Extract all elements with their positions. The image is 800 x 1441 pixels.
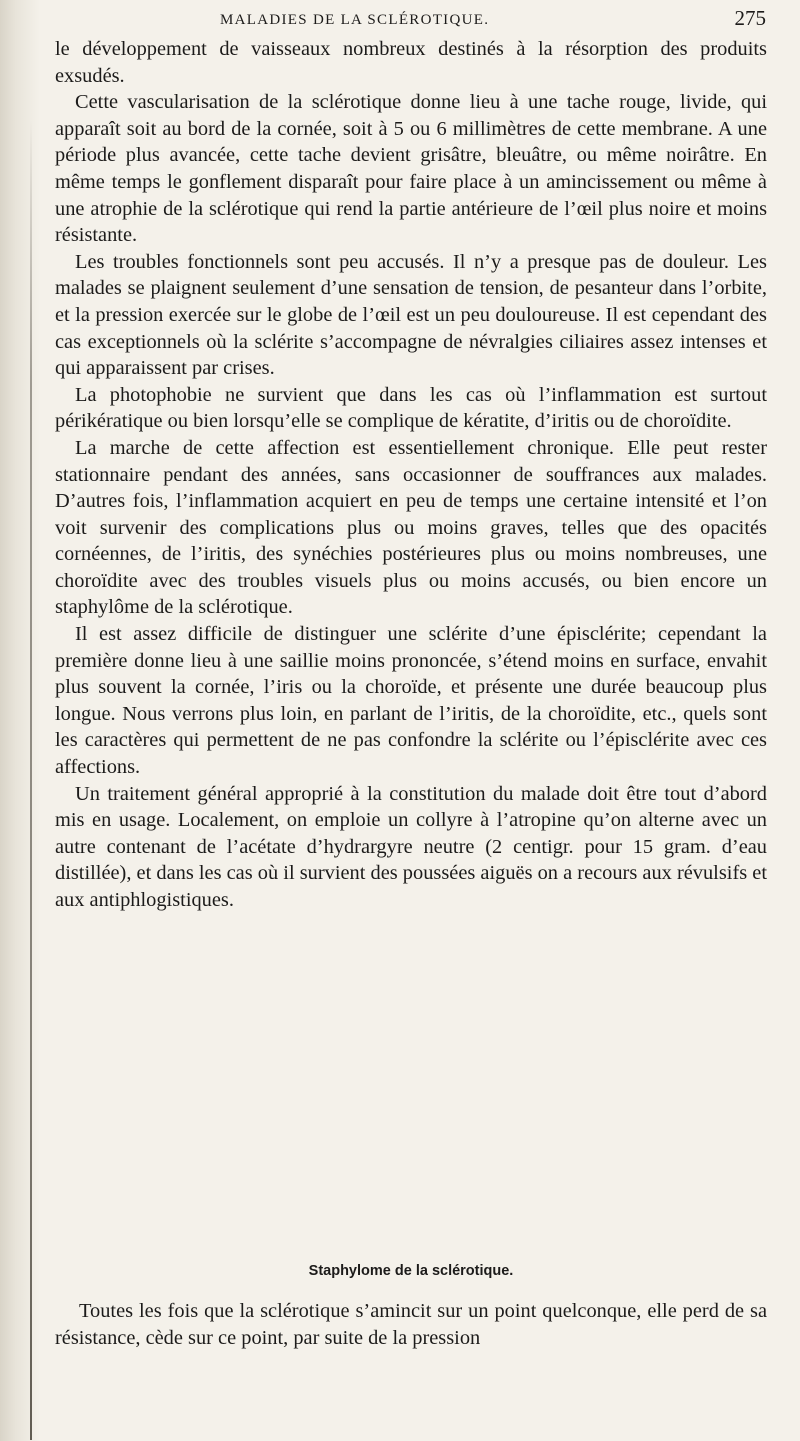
page-header [50, 2, 766, 36]
paragraph: le développement de vaisseaux nombreux destinés à la résorption des produits exsudés. [55, 38, 767, 87]
section-text [55, 1298, 767, 1352]
paragraph: La photophobie ne survient que dans les cas où l’inflammation est surtout périkératique ou bien lorsqu’elle se complique de kératite, d’iritis ou de choroïdite. [55, 383, 767, 433]
paragraph: La marche de cette affection est essentiellement chronique. Elle peut rester stationnaire pendant des années, sans occasionner de souffrances aux malades. D’autres fois, l’inflammation acquiert en peu de temps une certaine intensité et l’on voit survenir des complications plus ou moins graves, telles que des opacités cornéennes, de l’iritis, des synéchies postérieures plus ou moins nombreuses, une choroïdite avec des troubles visuels plus ou moins accusés, ou bien encore un staphylôme de la sclérotique. [55, 436, 767, 619]
paragraph: Toutes les fois que la sclérotique s’amincit sur un point quelconque, elle perd de sa résistance, cède sur ce point, par suite de la pression [55, 1300, 767, 1349]
page-gutter-shadow [0, 0, 40, 1441]
page-number: 275 [734, 6, 766, 30]
binding-edge [30, 120, 32, 1440]
section-heading: Staphylome de la sclérotique. [308, 1263, 514, 1279]
paragraph: Cette vascularisation de la sclérotique donne lieu à une tache rouge, livide, qui apparaît soit au bord de la cornée, soit à 5 ou 6 millimètres de cette membrane. A une période plus avancée, cette tache devient grisâtre, bleuâtre, ou même noirâtre. En même temps le gonflement disparaît pour faire place à un amincissement ou même à une atrophie de la sclérotique qui rend la partie antérieure de l’œil plus noire et moins résistante. [55, 91, 767, 247]
paragraph: Un traitement général approprié à la constitution du malade doit être tout d’abord mis en usage. Localement, on emploie un collyre à l’atropine qu’on alterne avec un autre contenant de l’acétate d’hydrargyre neutre (2 centigr. pour 15 gram. d’eau distillée), et dans les cas où il survient des poussées aiguës on a recours aux révulsifs et aux antiphlogistiques. [55, 782, 767, 911]
running-title: MALADIES DE LA SCLÉROTIQUE. [220, 12, 490, 28]
paragraph: Les troubles fonctionnels sont peu accusés. Il n’y a presque pas de douleur. Les malades se plaignent seulement d’une sensation de tension, de pesanteur dans l’orbite, et la pression exercée sur le globe de l’œil est un peu douloureuse. Il est cependant des cas exceptionnels où la sclérite s’accompagne de névralgies ciliaires assez intenses et qui apparaissent par crises. [55, 250, 767, 380]
paragraph: Il est assez difficile de distinguer une sclérite d’une épisclérite; cependant la première donne lieu à une saillie moins prononcée, s’étend moins en surface, envahit plus souvent la cornée, l’iris ou la choroïde, et présente une durée beaucoup plus longue. Nous verrons plus loin, en parlant de l’iritis, de la choroïdite, etc., quels sont les caractères qui permettent de ne pas confondre la sclérite ou l’épisclérite avec ces affections. [55, 623, 767, 779]
body-text [55, 36, 767, 914]
